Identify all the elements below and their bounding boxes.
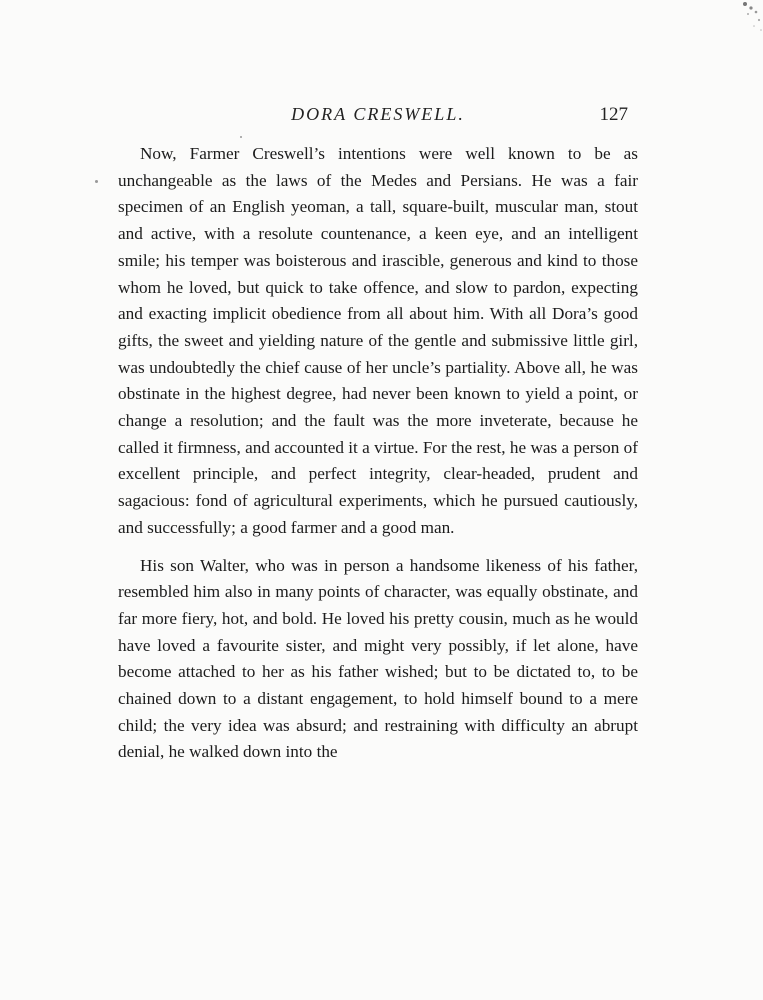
margin-speck: [95, 180, 98, 183]
page-number: 127: [599, 104, 628, 125]
body-text: [118, 141, 638, 766]
scan-artifact-icon: [723, 0, 763, 40]
running-title: DORA CRESWELL.: [291, 104, 465, 124]
paragraph: His son Walter, who was in person a handsome likeness of his father, resembled him also in many points of character, was equally obstinate, and far more fiery, hot, and bold. He loved his pretty cousin, much as he would have loved a favourite sister, and might very possibly, if let alone, have become attached to her as his father wished; but to be dictated to, to be chained down to a distant engagement, to hold himself bound to a mere child; the very idea was absurd; and restraining with difficulty an abrupt denial, he walked down into the: [118, 555, 638, 762]
book-page: [118, 0, 638, 1000]
paragraph: Now, Farmer Creswell’s intentions were well known to be as unchangeable as the laws of the Medes and Persians. He was a fair specimen of an English yeoman, a tall, square-built, muscular man, stout and active, with a resolute countenance, a keen eye, and an intelligent smile; his temper was boisterous and irascible, generous and kind to those whom he loved, but quick to take offence, and slow to pardon, expecting and exacting implicit obedience from all about him. With all Dora’s good gifts, the sweet and yielding nature of the gentle and submissive little girl, was undoubtedly the chief cause of her uncle’s partiality. Above all, he was obstinate in the highest degree, had never been known to yield a point, or change a resolution; and the fault was the more inveterate, because he called it firmness, and accounted it a virtue. For the rest, he was a person of excellent principle, and perfect integrity, clear-headed, prudent and sagacious: fond of agricultural experiments, which he pursued cautiously, and successfully; a good farmer and a good man.: [118, 144, 638, 537]
page-header: [118, 104, 638, 130]
